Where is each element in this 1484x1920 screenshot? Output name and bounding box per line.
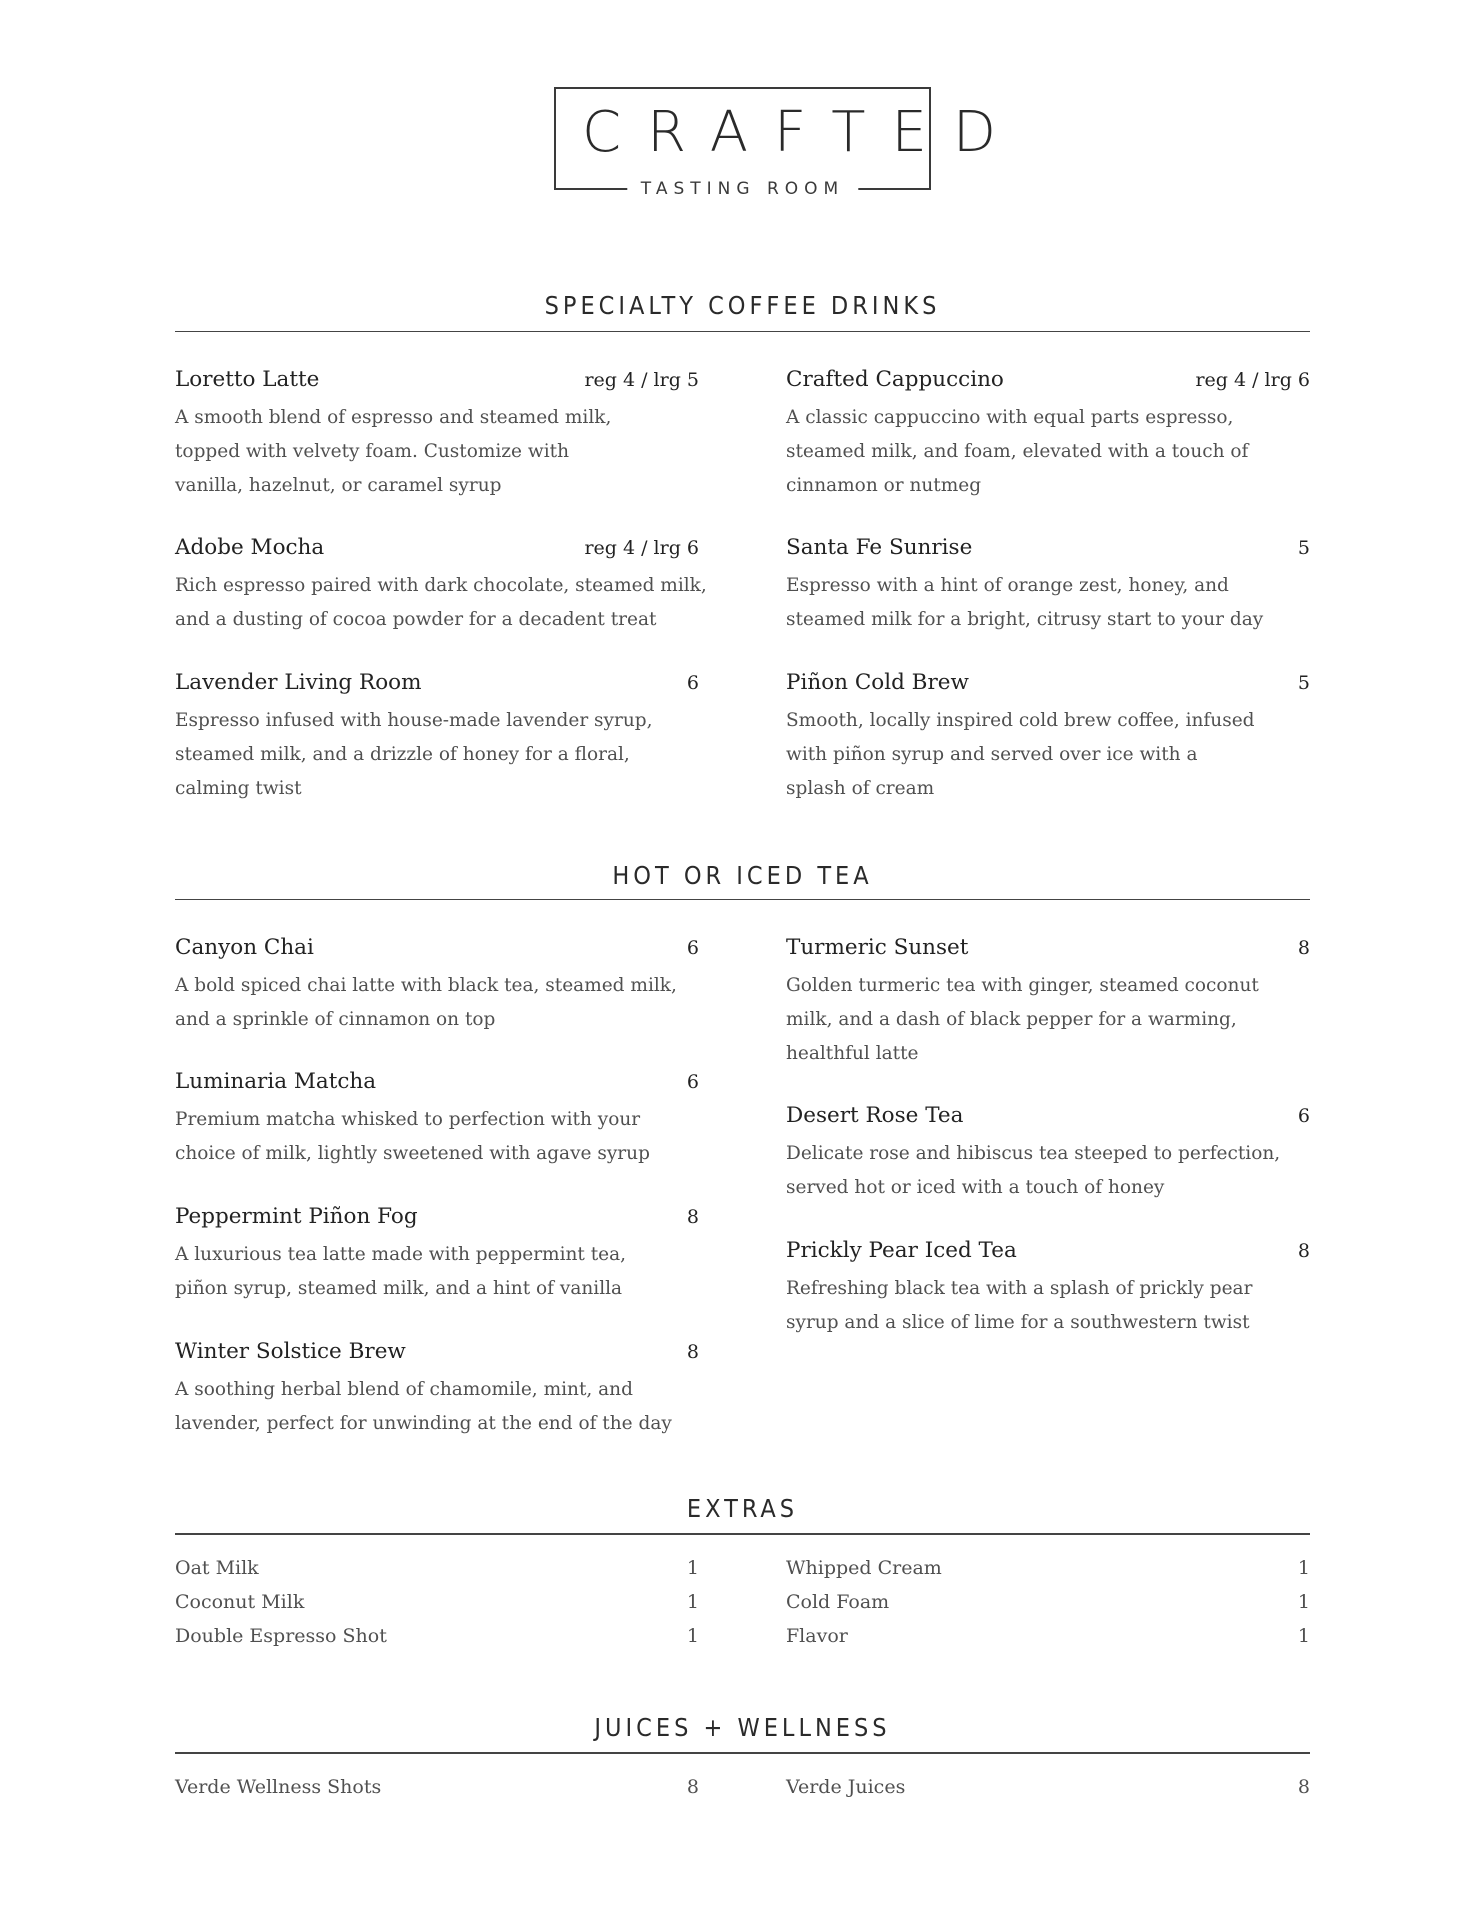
menu-item: [175, 535, 707, 637]
menu-item: [786, 367, 1310, 503]
logo-wordmark: CRAFTED: [582, 100, 1022, 165]
extra-row: [175, 1625, 699, 1659]
menu-item: [786, 535, 1310, 637]
extra-row: [786, 1625, 1310, 1659]
item-price: 8: [1297, 937, 1310, 959]
extra-price: 1: [1297, 1625, 1310, 1647]
item-description: A classic cappuccino with equal parts espresso, steamed milk, and foam, elevated with a touch of cinnamon or nutmeg: [786, 407, 1249, 496]
extra-name: Oat Milk: [175, 1557, 259, 1579]
item-price: reg 4 / lrg 6: [584, 537, 699, 559]
juice-price: 8: [1297, 1776, 1310, 1798]
item-price: 6: [686, 1071, 699, 1093]
menu-item: [786, 935, 1310, 1071]
item-description: A soothing herbal blend of chamomile, mint, and lavender, perfect for unwinding at the end of the day: [175, 1379, 672, 1434]
juice-name: Verde Wellness Shots: [175, 1776, 382, 1798]
item-description: Espresso with a hint of orange zest, honey, and steamed milk for a bright, citrusy start to your day: [786, 575, 1264, 630]
juice-row: [786, 1776, 1310, 1810]
item-price: 5: [1297, 672, 1310, 694]
item-description: Refreshing black tea with a splash of prickly pear syrup and a slice of lime for a southwestern twist: [786, 1278, 1253, 1333]
item-description: Espresso infused with house-made lavender syrup, steamed milk, and a drizzle of honey for a floral, calming twist: [175, 710, 653, 799]
extra-row: [786, 1591, 1310, 1625]
menu-item: [175, 670, 699, 806]
item-name: Peppermint Piñon Fog: [175, 1204, 418, 1229]
item-name: Turmeric Sunset: [786, 935, 969, 960]
logo: [554, 87, 1022, 199]
extra-price: 1: [686, 1591, 699, 1613]
item-price: 8: [686, 1206, 699, 1228]
section-title-coffee: SPECIALTY COFFEE DRINKS: [544, 291, 941, 320]
item-name: Winter Solstice Brew: [175, 1339, 406, 1364]
extra-name: Coconut Milk: [175, 1591, 305, 1613]
item-description: Rich espresso paired with dark chocolate, steamed milk, and a dusting of cocoa powder for a decadent treat: [175, 575, 707, 630]
menu-item: [786, 670, 1310, 806]
extra-row: [175, 1591, 699, 1625]
item-description: A luxurious tea latte made with peppermint tea, piñon syrup, steamed milk, and a hint of vanilla: [175, 1244, 627, 1299]
item-description: A smooth blend of espresso and steamed milk, topped with velvety foam. Customize with vanilla, hazelnut, or caramel syrup: [175, 407, 612, 496]
section-title-juices: JUICES + WELLNESS: [594, 1713, 891, 1742]
item-price: 8: [1297, 1240, 1310, 1262]
menu-item: [786, 1103, 1310, 1205]
section-title-extras: EXTRAS: [686, 1494, 799, 1523]
item-price: reg 4 / lrg 5: [584, 369, 699, 391]
item-name: Adobe Mocha: [175, 535, 325, 560]
item-name: Loretto Latte: [175, 367, 320, 392]
extra-name: Cold Foam: [786, 1591, 890, 1613]
logo-subtitle: TASTING ROOM: [627, 178, 858, 200]
item-description: Smooth, locally inspired cold brew coffee, infused with piñon syrup and served over ice with a splash of cream: [786, 710, 1255, 799]
item-name: Piñon Cold Brew: [786, 670, 969, 695]
juice-name: Verde Juices: [786, 1776, 906, 1798]
item-name: Luminaria Matcha: [175, 1069, 377, 1094]
item-description: Golden turmeric tea with ginger, steamed coconut milk, and a dash of black pepper for a warming, healthful latte: [786, 975, 1259, 1064]
extra-price: 1: [1297, 1591, 1310, 1613]
menu-item: [175, 1339, 699, 1441]
item-price: 6: [1297, 1105, 1310, 1127]
section-divider: [175, 1533, 1310, 1535]
extras-right-column: [786, 1557, 1310, 1659]
section-divider: [175, 1752, 1310, 1754]
juices-right-column: [786, 1776, 1310, 1810]
section-divider: [175, 899, 1310, 900]
extras-left-column: [175, 1557, 699, 1659]
section-title-tea: HOT OR ICED TEA: [612, 861, 873, 890]
menu-item: [175, 367, 699, 503]
extra-price: 1: [686, 1557, 699, 1579]
item-description: Premium matcha whisked to perfection with your choice of milk, lightly sweetened with agave syrup: [175, 1109, 650, 1164]
item-price: 8: [686, 1341, 699, 1363]
juices-left-column: [175, 1776, 699, 1810]
menu-item: [175, 935, 699, 1037]
juice-row: [175, 1776, 699, 1810]
section-divider: [175, 331, 1310, 332]
extra-row: [175, 1557, 699, 1591]
menu-item: [175, 1069, 699, 1171]
extra-price: 1: [686, 1625, 699, 1647]
extra-name: Whipped Cream: [786, 1557, 942, 1579]
juice-price: 8: [686, 1776, 699, 1798]
menu-item: [786, 1238, 1310, 1340]
extra-row: [786, 1557, 1310, 1591]
item-name: Prickly Pear Iced Tea: [786, 1238, 1017, 1263]
item-name: Lavender Living Room: [175, 670, 422, 695]
item-price: reg 4 / lrg 6: [1195, 369, 1310, 391]
item-name: Santa Fe Sunrise: [786, 535, 973, 560]
item-name: Crafted Cappuccino: [786, 367, 1004, 392]
item-description: A bold spiced chai latte with black tea, steamed milk, and a sprinkle of cinnamon on top: [175, 975, 677, 1030]
extra-name: Flavor: [786, 1625, 848, 1647]
item-name: Desert Rose Tea: [786, 1103, 964, 1128]
extra-name: Double Espresso Shot: [175, 1625, 387, 1647]
item-price: 6: [686, 672, 699, 694]
extra-price: 1: [1297, 1557, 1310, 1579]
item-description: Delicate rose and hibiscus tea steeped to perfection, served hot or iced with a touch of honey: [786, 1143, 1281, 1198]
item-name: Canyon Chai: [175, 935, 314, 960]
item-price: 6: [686, 937, 699, 959]
menu-item: [175, 1204, 699, 1306]
item-price: 5: [1297, 537, 1310, 559]
